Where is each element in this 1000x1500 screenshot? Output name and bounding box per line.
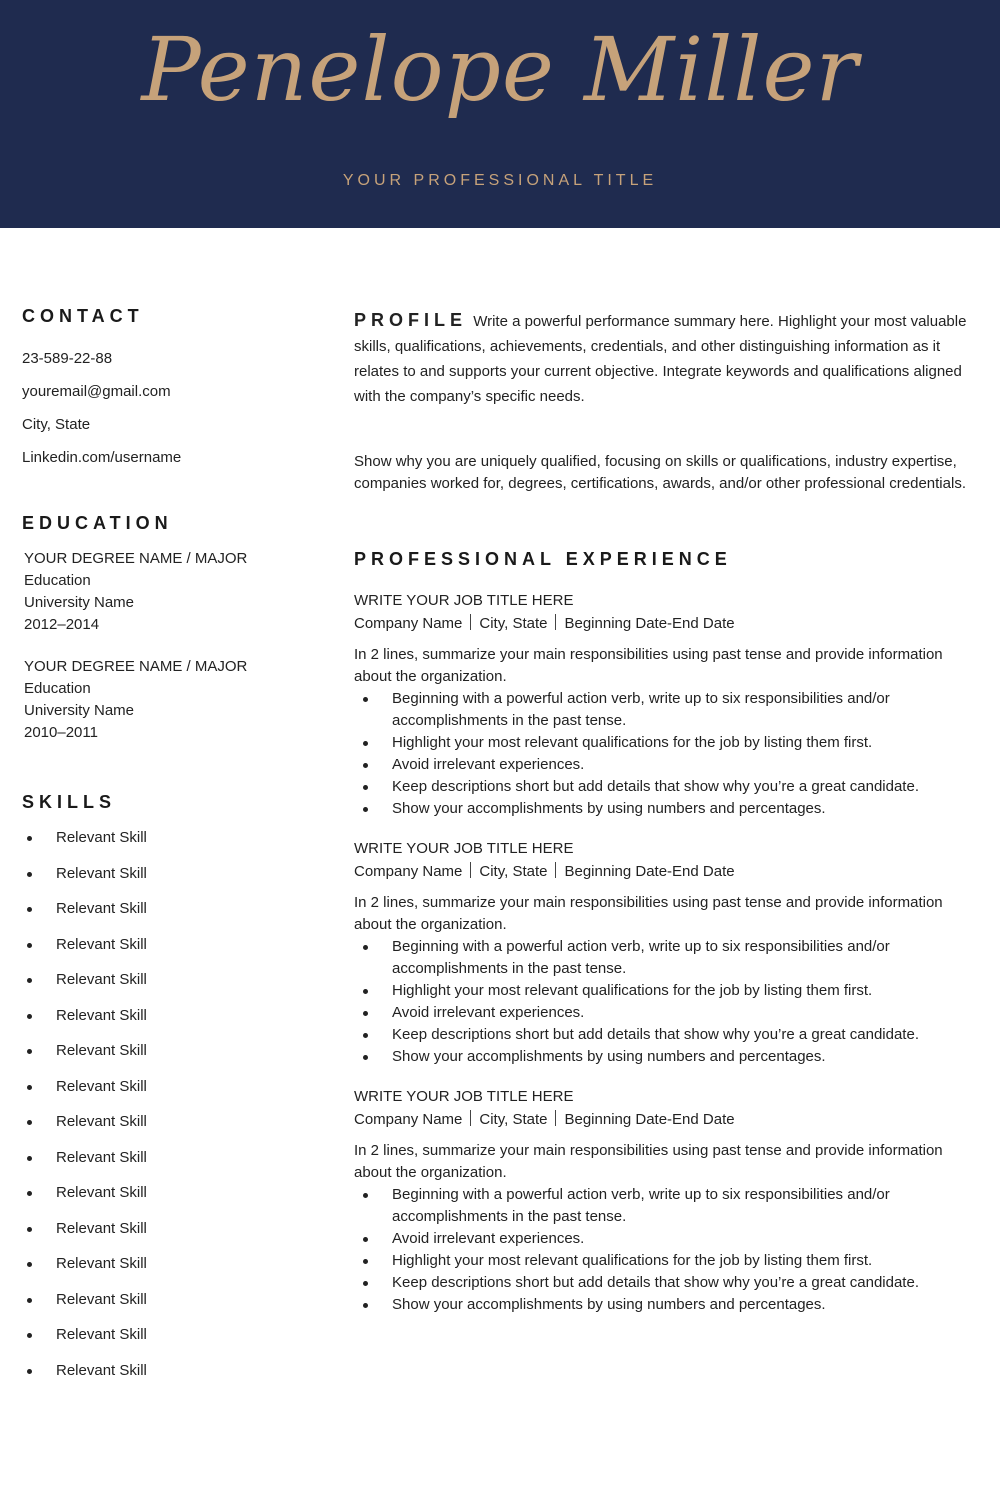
job-dates: Beginning Date-End Date [564, 863, 735, 880]
skill-item: Relevant Skill [22, 1253, 322, 1289]
profile-heading: PROFILE [354, 310, 468, 330]
job-bullet: Show your accomplishments by using numbers and percentages. [354, 1046, 974, 1068]
education-entry [22, 548, 322, 636]
job-title: WRITE YOUR JOB TITLE HERE [354, 1088, 574, 1105]
education-section [22, 513, 322, 744]
skill-item: Relevant Skill [22, 1360, 322, 1396]
skill-item: Relevant Skill [22, 1324, 322, 1360]
degree-field: Education [24, 572, 91, 589]
profile-text-1: Write a powerful performance summary here. Highlight your most valuable skills, qualifications, achievements, credentials, and other distinguishing information as it relates to and supports your current objective. Integrate keywords and qualifications aligned with the company’s specific needs. [354, 313, 967, 405]
separator [470, 614, 471, 630]
education-years: 2010–2011 [24, 724, 98, 741]
job-dates: Beginning Date-End Date [564, 615, 735, 632]
header-banner [0, 0, 1000, 228]
skill-item: Relevant Skill [22, 1111, 322, 1147]
university-name: University Name [24, 594, 135, 611]
job-location: City, State [479, 1111, 548, 1128]
skills-heading: SKILLS [22, 792, 117, 812]
skill-item: Relevant Skill [22, 898, 322, 934]
job-title: WRITE YOUR JOB TITLE HERE [354, 840, 574, 857]
skill-item: Relevant Skill [22, 969, 322, 1005]
contact-phone: 23-589-22-88 [22, 350, 113, 367]
skills-section [22, 792, 322, 1395]
job-entry [354, 590, 974, 820]
person-name: Penelope Miller [141, 18, 859, 121]
separator [470, 862, 471, 878]
degree-name: YOUR DEGREE NAME / MAJOR [24, 550, 248, 567]
job-bullet: Beginning with a powerful action verb, write up to six responsibilities and/or accomplishments in the past tense. [354, 688, 974, 732]
skill-item: Relevant Skill [22, 1182, 322, 1218]
skill-item: Relevant Skill [22, 827, 322, 863]
job-location: City, State [479, 615, 548, 632]
university-name: University Name [24, 702, 135, 719]
job-bullet: Beginning with a powerful action verb, write up to six responsibilities and/or accomplishments in the past tense. [354, 936, 974, 980]
skill-item: Relevant Skill [22, 1147, 322, 1183]
job-bullets [354, 1184, 974, 1316]
skills-list [22, 827, 322, 1395]
contact-linkedin: Linkedin.com/username [22, 449, 182, 466]
skill-item: Relevant Skill [22, 1289, 322, 1325]
education-years: 2012–2014 [24, 616, 100, 633]
contact-section [22, 306, 322, 481]
company-name: Company Name [354, 615, 463, 632]
job-entry [354, 838, 974, 1068]
job-bullet: Beginning with a powerful action verb, write up to six responsibilities and/or accomplishments in the past tense. [354, 1184, 974, 1228]
job-summary: In 2 lines, summarize your main responsibilities using past tense and provide information about the organization. [354, 1142, 943, 1181]
skill-item: Relevant Skill [22, 1076, 322, 1112]
job-bullet: Avoid irrelevant experiences. [354, 754, 974, 776]
job-location: City, State [479, 863, 548, 880]
contact-heading: CONTACT [22, 306, 144, 326]
contact-location: City, State [22, 416, 91, 433]
job-bullet: Avoid irrelevant experiences. [354, 1002, 974, 1024]
professional-title: YOUR PROFESSIONAL TITLE [342, 172, 658, 189]
separator [555, 614, 556, 630]
job-dates: Beginning Date-End Date [564, 1111, 735, 1128]
company-name: Company Name [354, 1111, 463, 1128]
job-bullet: Highlight your most relevant qualifications for the job by listing them first. [354, 1250, 974, 1272]
separator [470, 1110, 471, 1126]
degree-field: Education [24, 680, 91, 697]
job-meta [354, 1108, 974, 1132]
job-title: WRITE YOUR JOB TITLE HERE [354, 592, 574, 609]
separator [555, 1110, 556, 1126]
education-heading: EDUCATION [22, 513, 173, 533]
degree-name: YOUR DEGREE NAME / MAJOR [24, 658, 248, 675]
job-meta [354, 860, 974, 884]
job-entry [354, 1086, 974, 1316]
job-bullet: Show your accomplishments by using numbers and percentages. [354, 798, 974, 820]
left-column [22, 306, 322, 1395]
job-bullets [354, 688, 974, 820]
contact-list [22, 349, 322, 481]
skill-item: Relevant Skill [22, 1005, 322, 1041]
profile-paragraph-2: Show why you are uniquely qualified, focusing on skills or qualifications, industry expertise, companies worked for, degrees, certifications, awards, and/or other professional credentials. [354, 453, 966, 492]
right-column [354, 308, 974, 1316]
job-bullet: Show your accomplishments by using numbers and percentages. [354, 1294, 974, 1316]
job-bullet: Highlight your most relevant qualifications for the job by listing them first. [354, 732, 974, 754]
job-bullets [354, 936, 974, 1068]
job-bullet: Highlight your most relevant qualifications for the job by listing them first. [354, 980, 974, 1002]
profile-paragraph-1 [354, 308, 974, 409]
skill-item: Relevant Skill [22, 934, 322, 970]
separator [555, 862, 556, 878]
job-meta [354, 612, 974, 636]
job-summary: In 2 lines, summarize your main responsibilities using past tense and provide information about the organization. [354, 646, 943, 685]
skill-item: Relevant Skill [22, 863, 322, 899]
company-name: Company Name [354, 863, 463, 880]
job-summary: In 2 lines, summarize your main responsibilities using past tense and provide information about the organization. [354, 894, 943, 933]
skill-item: Relevant Skill [22, 1040, 322, 1076]
job-bullet: Keep descriptions short but add details that show why you’re a great candidate. [354, 1024, 974, 1046]
contact-email: youremail@gmail.com [22, 383, 171, 400]
skill-item: Relevant Skill [22, 1218, 322, 1254]
profile-section [354, 308, 974, 495]
experience-section [354, 549, 974, 1316]
job-bullet: Avoid irrelevant experiences. [354, 1228, 974, 1250]
job-bullet: Keep descriptions short but add details that show why you’re a great candidate. [354, 776, 974, 798]
job-bullet: Keep descriptions short but add details that show why you’re a great candidate. [354, 1272, 974, 1294]
education-entry [22, 656, 322, 744]
experience-heading: PROFESSIONAL EXPERIENCE [354, 549, 732, 569]
